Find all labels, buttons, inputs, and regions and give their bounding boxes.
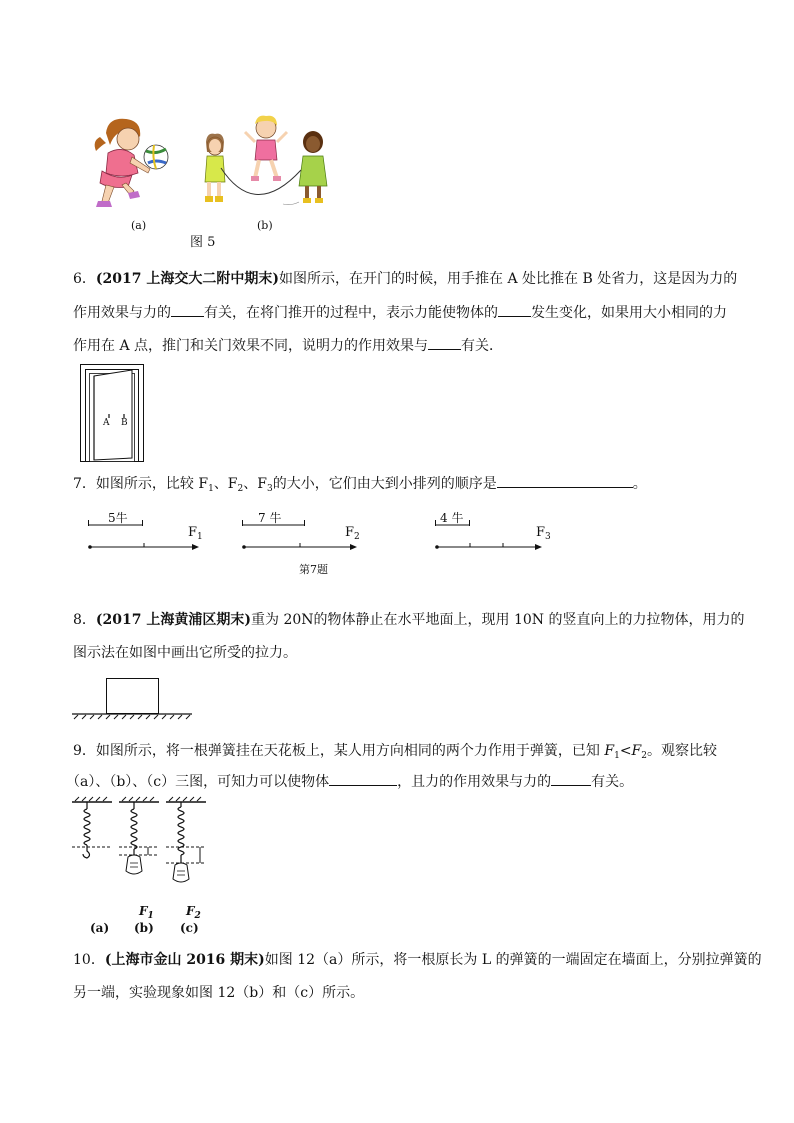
- scale-2-unit: 7 牛: [258, 511, 282, 525]
- girl-volleyball-illustration: [88, 115, 178, 215]
- q7-sub-1: 1: [208, 484, 214, 494]
- q10-line2: 另一端，实验现象如图 12（b）和（c）所示。: [73, 985, 365, 1001]
- q6-blank-2[interactable]: [498, 302, 531, 317]
- q8-line1: 重为 20N的物体静止在水平地面上，现用 10N 的竖直向上的力拉物体，用力的: [251, 612, 745, 628]
- q8-source: (2017 上海黄浦区期末): [95, 612, 252, 628]
- q7-text-b: 、F: [213, 476, 238, 492]
- force-label-f1: $F_1$: [188, 525, 203, 542]
- q7-blank[interactable]: [497, 473, 633, 488]
- q7-text-end: 。: [632, 476, 647, 492]
- figure-5-label-b: (b): [257, 219, 273, 232]
- q9-line1-a: 9．如图所示，将一根弹簧挂在天花板上，某人用方向相同的两个力作用于弹簧，已知: [73, 743, 605, 759]
- q9-blank-1[interactable]: [329, 771, 397, 786]
- q8-number: 8．: [73, 612, 96, 628]
- q7-text-c: 、F: [243, 476, 267, 492]
- q6-source: (2017 上海交大二附中期末): [95, 271, 280, 287]
- q7-sub-2: 2: [237, 484, 244, 494]
- q6-number: 6．: [73, 271, 96, 287]
- spring-label-b: (b): [134, 921, 154, 935]
- q7-sub-3: 3: [266, 484, 273, 494]
- q9-line2-b: ，且力的作用效果与力的: [397, 774, 552, 790]
- q6-line2-a: 作用效果与力的: [73, 305, 171, 321]
- spring-f2-label: $F_2$: [186, 904, 201, 921]
- figure-5-label-a: (a): [131, 219, 147, 232]
- scale-3-unit: 4 牛: [440, 511, 464, 525]
- q6-blank-1[interactable]: [171, 302, 204, 317]
- springs-diagram: [72, 797, 222, 897]
- q6-line2-b: 有关，在将门推开的过程中，表示力能使物体的: [204, 305, 498, 321]
- q10-number: 10．: [73, 952, 105, 968]
- force-label-f3: $F_3$: [536, 525, 551, 542]
- figure-5-caption: 图 5: [190, 235, 216, 250]
- q10-line1: 如图 12（a）所示，将一根原长为 L 的弹簧的一端固定在墙面上，分别拉弹簧的: [264, 952, 762, 968]
- q6-line2-c: 发生变化，如果用大小相同的力: [531, 305, 727, 321]
- spring-label-c: (c): [180, 921, 199, 935]
- spring-f1-label: $F_1$: [139, 904, 154, 921]
- door-label-b: B: [121, 418, 128, 428]
- door-label-a: A: [103, 418, 110, 428]
- q8-line2: 图示法在如图中画出它所受的拉力。: [73, 645, 297, 661]
- q6-line3-a: 作用在 A 点，推门和关门效果不同，说明力的作用效果与: [73, 338, 429, 354]
- q9-line1-end: 。观察比较: [647, 743, 717, 759]
- q9-blank-2[interactable]: [551, 771, 591, 786]
- q7-text-a: 7．如图所示，比较 F: [73, 476, 209, 492]
- force-label-f2: $F_2$: [345, 525, 360, 542]
- q6-line3-b: 有关．: [461, 338, 504, 354]
- q6-line1: 如图所示，在开门的时候，用手推在 A 处比推在 B 处省力，这是因为力的: [279, 271, 738, 287]
- block-on-ground-diagram: [72, 678, 196, 720]
- jump-rope-illustration: [195, 112, 335, 212]
- q9-line2-c: 有关。: [591, 774, 634, 790]
- q7-text-d: 的大小，它们由大到小排列的顺序是: [272, 476, 497, 492]
- spring-label-a: (a): [90, 921, 110, 935]
- q9-line2-a: （a）、（b）、（c）三图，可知力可以使物体: [66, 774, 330, 790]
- q10-source: (上海市金山 2016 期末): [104, 952, 265, 968]
- scale-1-unit: 5牛: [108, 511, 128, 525]
- door-diagram: [80, 364, 144, 462]
- q6-blank-3[interactable]: [428, 335, 461, 350]
- q7-caption: 第7题: [299, 563, 328, 576]
